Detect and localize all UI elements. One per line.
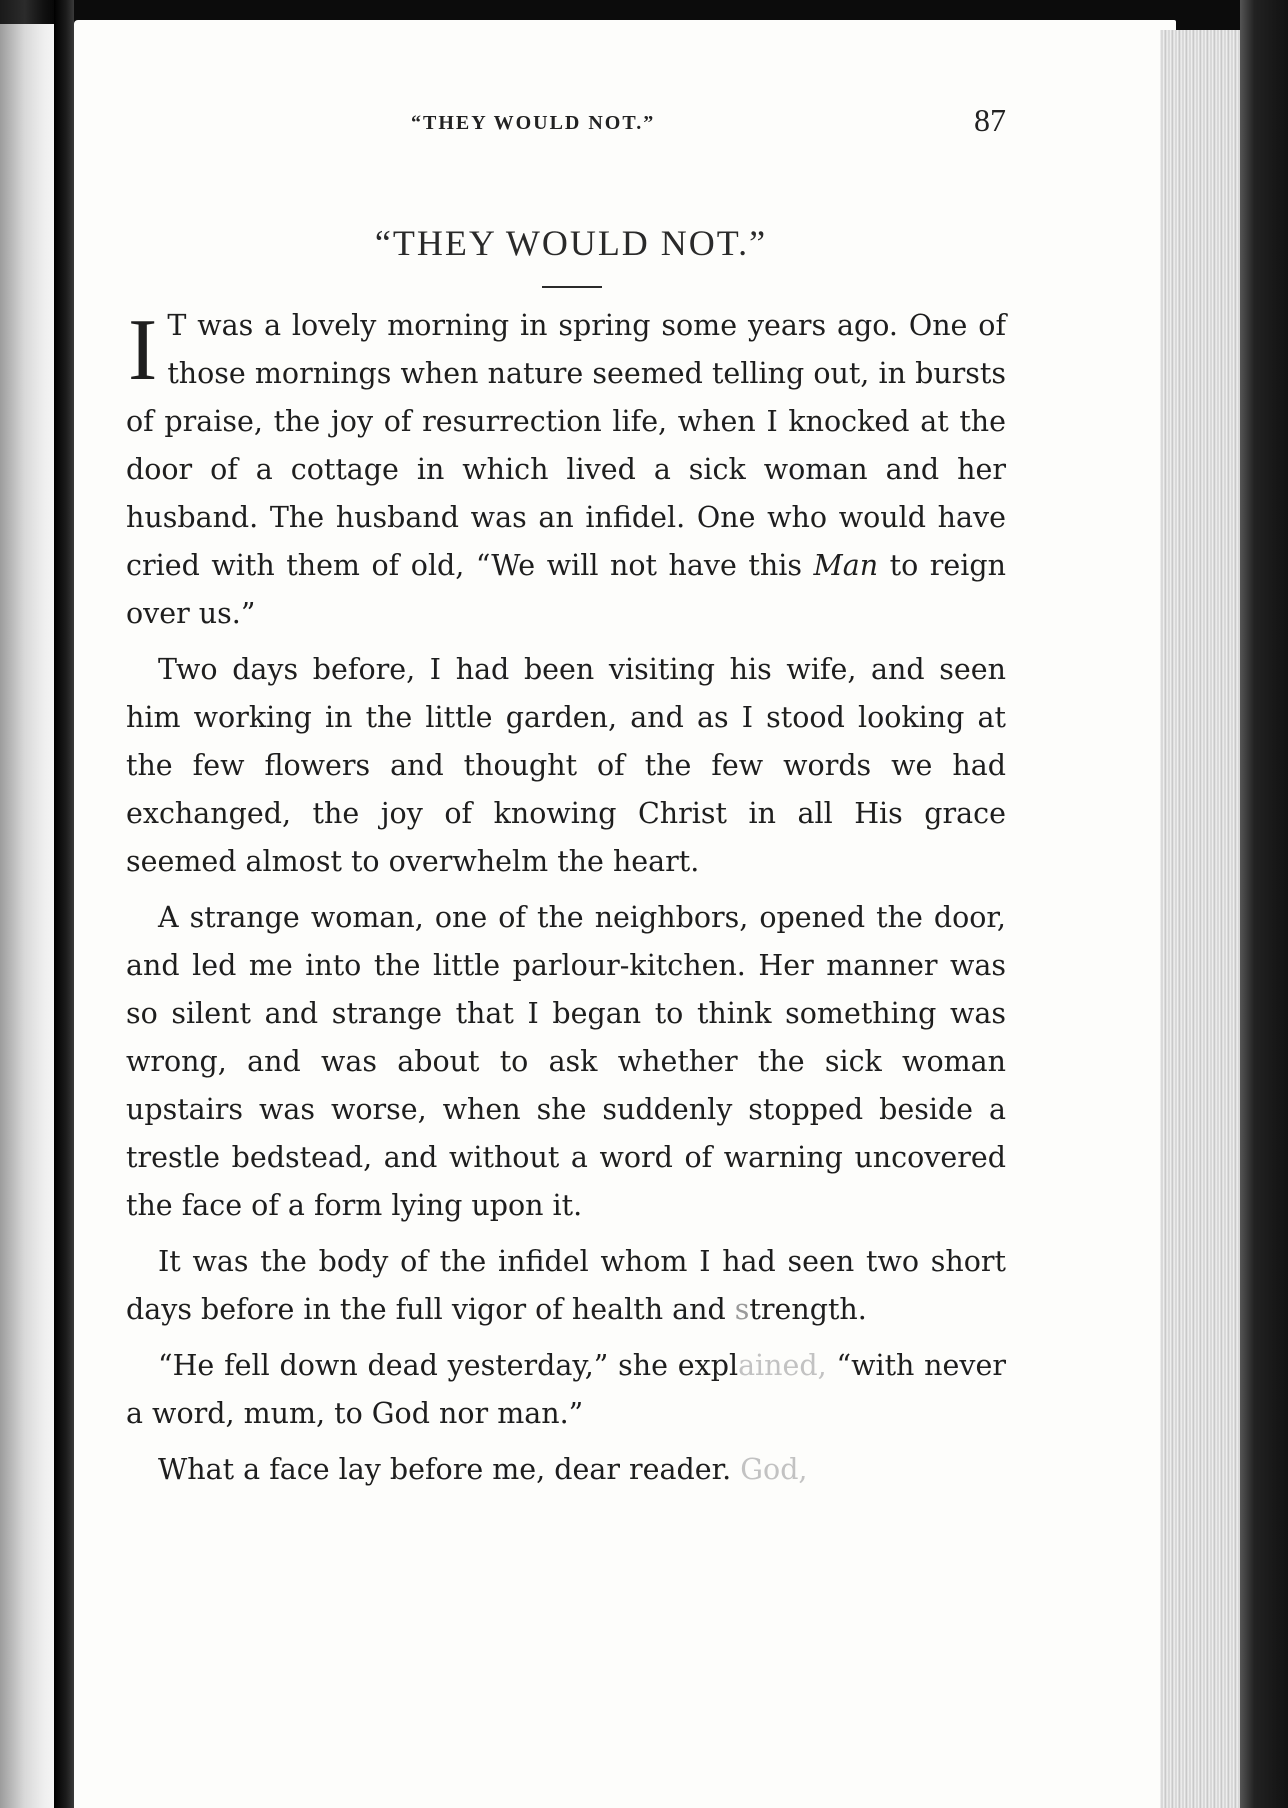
faded-text: ained, xyxy=(738,1349,827,1382)
paragraph xyxy=(126,1238,1006,1334)
paragraph-text-end: to reign over us.” xyxy=(126,549,1006,630)
drop-cap: I xyxy=(128,302,158,399)
paragraph xyxy=(126,1446,1006,1494)
page-stack-edge xyxy=(1160,30,1240,1808)
italic-word: Man xyxy=(813,549,879,582)
paragraph-text: It was the body of the infidel whom I had seen two short days before in the full vigor of health and xyxy=(126,1245,1006,1326)
spine-shadow xyxy=(54,0,74,1808)
previous-page-strip xyxy=(0,24,54,1808)
page-text-block xyxy=(126,100,1006,1502)
faded-text: s xyxy=(734,1293,750,1326)
faded-text: God, xyxy=(740,1453,808,1486)
running-head xyxy=(126,100,1006,150)
chapter-title: “THEY WOULD NOT.” xyxy=(374,223,768,263)
paragraph: A strange woman, one of the neighbors, opened the door, and led me into the little parlour-kitchen. Her manner was so silent and strange that I began to think something was wrong, and was about to ask whether the sick woman upstairs was worse, when she suddenly stopped beside a trestle bedstead, and without a word of warning uncovered the face of a form lying upon it. xyxy=(126,901,1006,1222)
paragraph-text: “He fell down dead yesterday,” she expl xyxy=(158,1349,739,1382)
paragraph-text: What a face lay before me, dear reader. xyxy=(158,1453,741,1486)
paragraph-text: T was a lovely morning in spring some years ago. One of those mornings when nature seemed telling out, in bursts of praise, the joy of resurrection life, when I knocked at the door of a cottage in which lived a sick woman and her husband. The husband was an infidel. One who would have cried with them of old, “We will not have this xyxy=(126,309,1006,582)
chapter-body xyxy=(126,302,1006,1494)
page-number: 87 xyxy=(974,102,1006,138)
paragraph: Two days before, I had been visiting his wife, and seen him working in the little garden, and as I stood looking at the few flowers and thought of the few words we had exchanged, the joy of knowing Christ in all His grace seemed almost to overwhelm the heart. xyxy=(126,653,1006,878)
paragraph xyxy=(126,1342,1006,1438)
paragraph-text-end: trength. xyxy=(749,1293,867,1326)
title-rule xyxy=(542,286,602,288)
book-cover-edge xyxy=(1240,0,1288,1808)
running-title: “THEY WOULD NOT.” xyxy=(411,112,656,134)
paragraph xyxy=(126,302,1006,638)
paragraph-text-end: “with never a word, mum, to God nor man.” xyxy=(126,1349,1006,1430)
